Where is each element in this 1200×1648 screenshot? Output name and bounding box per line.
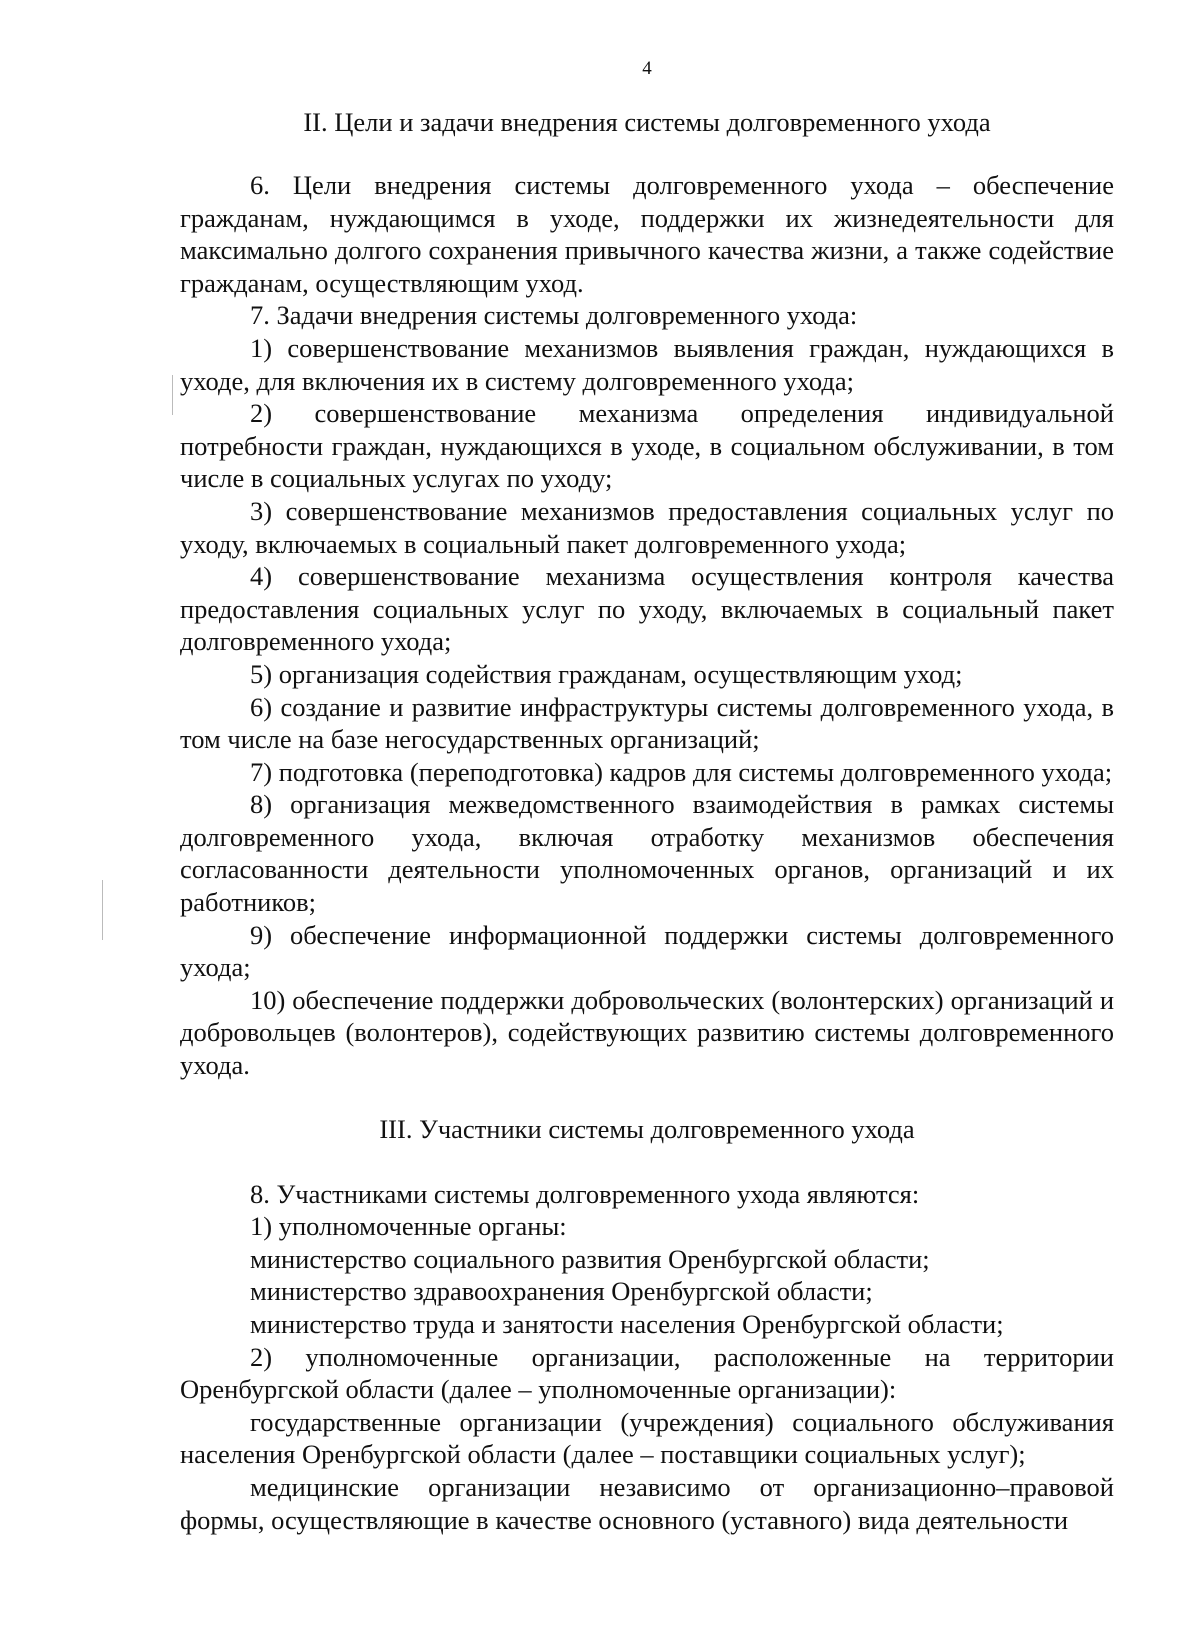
section-3-body [180,1178,1114,1537]
list-item: 7) подготовка (переподготовка) кадров для системы долговременного ухода; [250,756,1113,787]
paragraph: 7. Задачи внедрения системы долговременного ухода: [250,300,858,331]
section-2-body [180,169,1114,1082]
list-item: 8) организация межведомственного взаимодействия в рамках системы долговременного ухода, включая отработку механизмов обеспечения согласованности деятельности уполномоченных органов, организаций и их работников; [180,789,1114,918]
list-item: 3) совершенствование механизмов предоставления социальных услуг по уходу, включаемых в социальный пакет долговременного ухода; [180,495,1114,559]
list-item: министерство здравоохранения Оренбургской области; [250,1276,873,1307]
list-item: медицинские организации независимо от организационно–правовой формы, осуществляющие в качестве основного (уставного) вида деятельности [180,1471,1114,1535]
paragraph: 6. Цели внедрения системы долговременного ухода – обеспечение гражданам, нуждающимся в уходе, поддержки их жизнедеятельности для максимально долгого сохранения привычного качества жизни, а также содействие гражданам, осуществляющим уход. [180,170,1114,298]
list-item: 10) обеспечение поддержки добровольческих (волонтерских) организаций и добровольцев (волонтеров), содействующих развитию системы долговременного ухода. [180,984,1114,1081]
list-item: государственные организации (учреждения) социального обслуживания населения Оренбургской области (далее – поставщики социальных услуг); [180,1406,1114,1470]
list-item: 5) организация содействия гражданам, осуществляющим уход; [250,658,963,689]
list-item: 4) совершенствование механизма осуществления контроля качества предоставления социальных услуг по уходу, включаемых в социальный пакет долговременного ухода; [180,561,1114,657]
list-item: 1) совершенствование механизмов выявления граждан, нуждающихся в уходе, для включения их в систему долговременного ухода; [180,332,1114,396]
section-2-heading: II. Цели и задачи внедрения системы долговременного ухода [303,107,991,137]
list-item: 9) обеспечение информационной поддержки системы долговременного ухода; [180,919,1114,983]
scan-margin-mark [172,375,173,415]
section-3-heading: III. Участники системы долговременного ухода [379,1113,915,1144]
list-item: министерство труда и занятости населения Оренбургской области; [250,1309,1004,1339]
scan-margin-mark [102,880,103,940]
list-item: 2) уполномоченные организации, расположенные на территории Оренбургской области (далее – уполномоченные организации): [180,1341,1114,1405]
paragraph: 8. Участниками системы долговременного ухода являются: [250,1178,920,1209]
list-item: 6) создание и развитие инфраструктуры системы долговременного ухода, в том числе на базе негосударственных организаций; [180,691,1114,755]
list-item: министерство социального развития Оренбургской области; [250,1243,930,1274]
list-item: 2) совершенствование механизма определения индивидуальной потребности граждан, нуждающихся в уходе, в социальном обслуживании, в том числе в социальных услугах по уходу; [180,398,1114,494]
page-number: 4 [642,58,652,79]
list-item: 1) уполномоченные органы: [250,1211,567,1242]
